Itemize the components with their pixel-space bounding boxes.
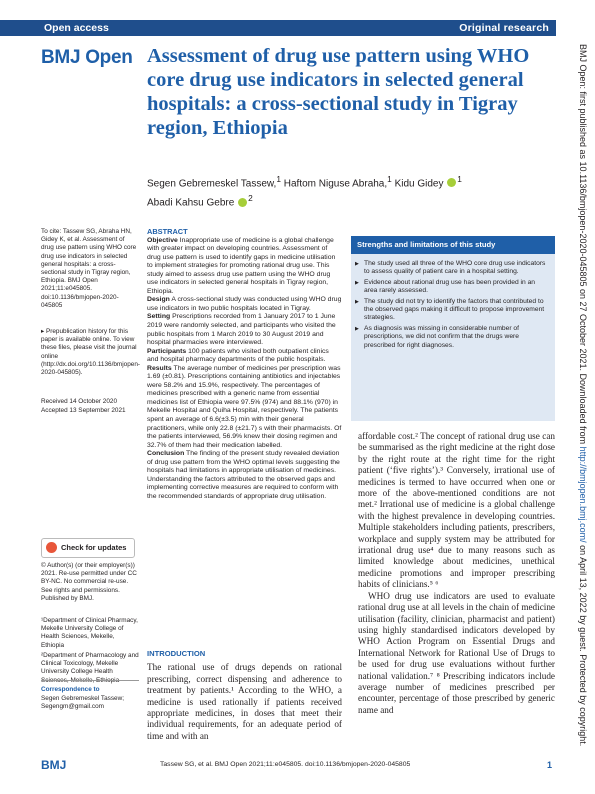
strengths-limitations-box: [351, 236, 555, 421]
intro-paragraph-1: The rational use of drugs depends on rational prescribing, correct dispensing and adherence to treatment by patients.¹ According to the WHO, a medicine is used rationally if patients received appropriate medicines, in doses that meet their individual requirements, for an adequate period of time and with an: [147, 662, 342, 741]
abstract-conclusion: Conclusion The finding of the present study revealed deviation of drug use pattern from the WHO optimal levels suggesting the hospitals had limitations in appropriate utilisation of medicines. Understanding the factors attributed to the observed gaps and implementing corrective measures are required to conform with the recommended standards of appropriate drug utilisation.: [147, 450, 340, 500]
check-updates-icon: [46, 542, 57, 553]
journal-link[interactable]: http://bmjopen.bmj.com/: [578, 446, 588, 543]
author-list: [147, 172, 547, 211]
abstract-setting: Setting Prescriptions recorded from 1 January 2017 to 1 June 2019 were randomly selected, and participants who visited the public hospitals from 1 March 2019 to 30 August 2019 and hospital pharmacies were interviewed.: [147, 313, 336, 347]
strengths-list: [351, 260, 555, 350]
abstract-participants: Participants 100 patients who visited both outpatient clinics and hospital pharmacy departments of the public hospitals.: [147, 347, 329, 364]
correspondence-email[interactable]: Segengm@gmail.com: [41, 703, 104, 710]
abstract-heading: ABSTRACT: [147, 227, 188, 236]
intro-column-left: [147, 648, 342, 742]
received-date: Received 14 October 2020: [41, 398, 118, 405]
copyright-note: © Author(s) (or their employer(s)) 2021. Re-use permitted under CC BY-NC. No commercial re-use. See rights and permissions. Published by BMJ.: [41, 562, 137, 602]
article-type-label: Original research: [459, 22, 549, 34]
affiliation-sup: 1: [276, 174, 281, 184]
article-title: Assessment of drug use pattern using WHO core drug use indicators in selected general hospitals: a cross-sectional study in Tigray region, Ethiopia: [147, 45, 530, 139]
citation-note: To cite: Tassew SG, Abraha HN, Gidey K, et al. Assessment of drug use pattern using WHO core drug use indicators in selected general hospitals: a cross-sectional study in Tigray region, Ethiopia. BMJ Open 2021;11:e045805. doi:10.1136/bmjopen-2020-045805: [41, 228, 137, 309]
affiliation-sup: 2: [248, 193, 253, 204]
intro-heading: INTRODUCTION: [147, 649, 206, 658]
strengths-heading: Strengths and limitations of this study: [351, 236, 555, 254]
correspondence-name: Segen Gebremeskel Tassew;: [41, 695, 125, 702]
abstract: [147, 228, 342, 502]
affiliation-sup: 1: [457, 174, 462, 184]
abstract-design: Design A cross-sectional study was conducted using WHO drug use indicators in two public hospitals located in Tigray.: [147, 296, 342, 312]
correspondence-heading: Correspondence to: [41, 686, 100, 693]
affiliation-1: ¹Department of Clinical Pharmacy, Mekelle University College of Health Sciences, Mekelle, Ethiopia: [41, 617, 138, 649]
journal-logo[interactable]: BMJ Open: [41, 47, 133, 68]
abstract-objective: Objective Inappropriate use of medicine is a global challenge with greater impact on developing countries. Assessment of drug use pattern is used to identify gaps in medicine utilisation to implement strategies for promoting rational drug use. This study aimed to assess drug use pattern using the WHO drug use indicators in selected general hospitals in Tigray region, Ethiopia.: [147, 236, 336, 295]
list-item: ▶ The study used all three of the WHO core drug use indicators to assess quality of patient care in a hospital setting.: [364, 260, 549, 277]
affiliation-2: ²Department of Pharmacology and Clinical Toxicology, Mekelle University College Health: [41, 652, 139, 676]
vertical-note-text: BMJ Open: first published as 10.1136/bmjopen-2020-045805 on 27 October 2021. Downloaded from: [578, 44, 588, 447]
author-3[interactable]: Kidu Gidey: [391, 178, 447, 190]
author-1[interactable]: Segen Gebremeskel Tassew,: [147, 178, 277, 190]
intro-column-right: [358, 431, 555, 716]
list-item: ▶ Evidence about rational drug use has been provided in an area rarely assessed.: [364, 279, 549, 296]
divider: [41, 680, 139, 681]
header-bar: [0, 20, 556, 36]
author-4[interactable]: Abadi Kahsu Gebre: [147, 197, 238, 209]
abstract-results: Results The average number of medicines per prescription was 1.69 (±0.81). Prescriptions containing antibiotics and injectables were 58.2% and 15.9%, respectively. The percentages of medicines prescribed with a generic name from essential medicines list of Ethiopia were 97.5% (974) and 88.1% (970) in Mekelle Hospital and Quiha Hospital, respectively. The patients spent an average of 6.6(±3.5) min with their general practitioners, while only 22.8 (±21.7) s with their pharmacists. Of the patients interviewed, 56.9% knew their dosing regimen and 32.7% of them had their medication labelled.: [147, 364, 342, 449]
list-item: ▶ As diagnosis was missing in considerable number of prescriptions, we did not confirm that the drugs were prescribed for right diagnoses.: [364, 325, 549, 350]
author-2[interactable]: Haftom Niguse Abraha,: [280, 178, 388, 190]
page-number: 1: [547, 760, 553, 770]
intro-paragraph-2: affordable cost.² The concept of rational drug use can be summarised as the right medicine at the right dose by the right route at the right time for the right patient (‘five rights’).³ Conversely, irrational use of medicines is termed to have occurred when one or more of the above-mentioned conditions are not met.² Irrational use of medicine is a global challenge with the highest prevalence in developing countries. Multiple stakeholders including patients, prescribers, workplace and supply system may be attributed for irrational drug use⁴ due to many reasons such as limited knowledge about medicines, unethical medicine promotions and improper prescribing habits of clinicians.⁵ ⁶: [358, 431, 555, 590]
vertical-note-text-end: on April 13, 2022 by guest. Protected by copyright.: [578, 542, 588, 747]
check-for-updates-button[interactable]: [41, 538, 135, 558]
intro-paragraph-3: WHO drug use indicators are used to evaluate rational drug use at all levels in the chain of medicine utilisation (facility, clinician, pharmacist and patient) using highly standardised indicators developed by WHO Action Program on Essential Drugs and International Network for Rational Use of Drugs to be used for drug use evaluations without further national validation.⁷ ⁸ Prescribing indicators include average number of medicines prescribed per encounter, percentage of those prescribed by generic name and: [358, 590, 555, 715]
prepub-note[interactable]: ▸ Prepublication history for this paper is available online. To view these files, please visit the journal online (http://dx.doi.org/10.1136/bmjopen-2020-045805).: [41, 328, 140, 377]
orcid-icon[interactable]: [447, 178, 456, 187]
vertical-download-note: [578, 44, 588, 784]
open-access-label: Open access: [44, 22, 109, 34]
check-updates-label: Check for updates: [61, 543, 127, 552]
orcid-icon[interactable]: [238, 198, 247, 207]
affiliation-sup: 1: [387, 174, 392, 184]
list-item: ▶ The study did not try to identify the factors that contributed to the observed gaps making it difficult to propose improvement strategies.: [364, 298, 549, 323]
footer-citation: Tassew SG, et al. BMJ Open 2021;11:e045805. doi:10.1136/bmjopen-2020-045805: [160, 761, 411, 768]
bmj-footer-logo: BMJ: [41, 758, 67, 772]
accepted-date: Accepted 13 September 2021: [41, 407, 126, 414]
